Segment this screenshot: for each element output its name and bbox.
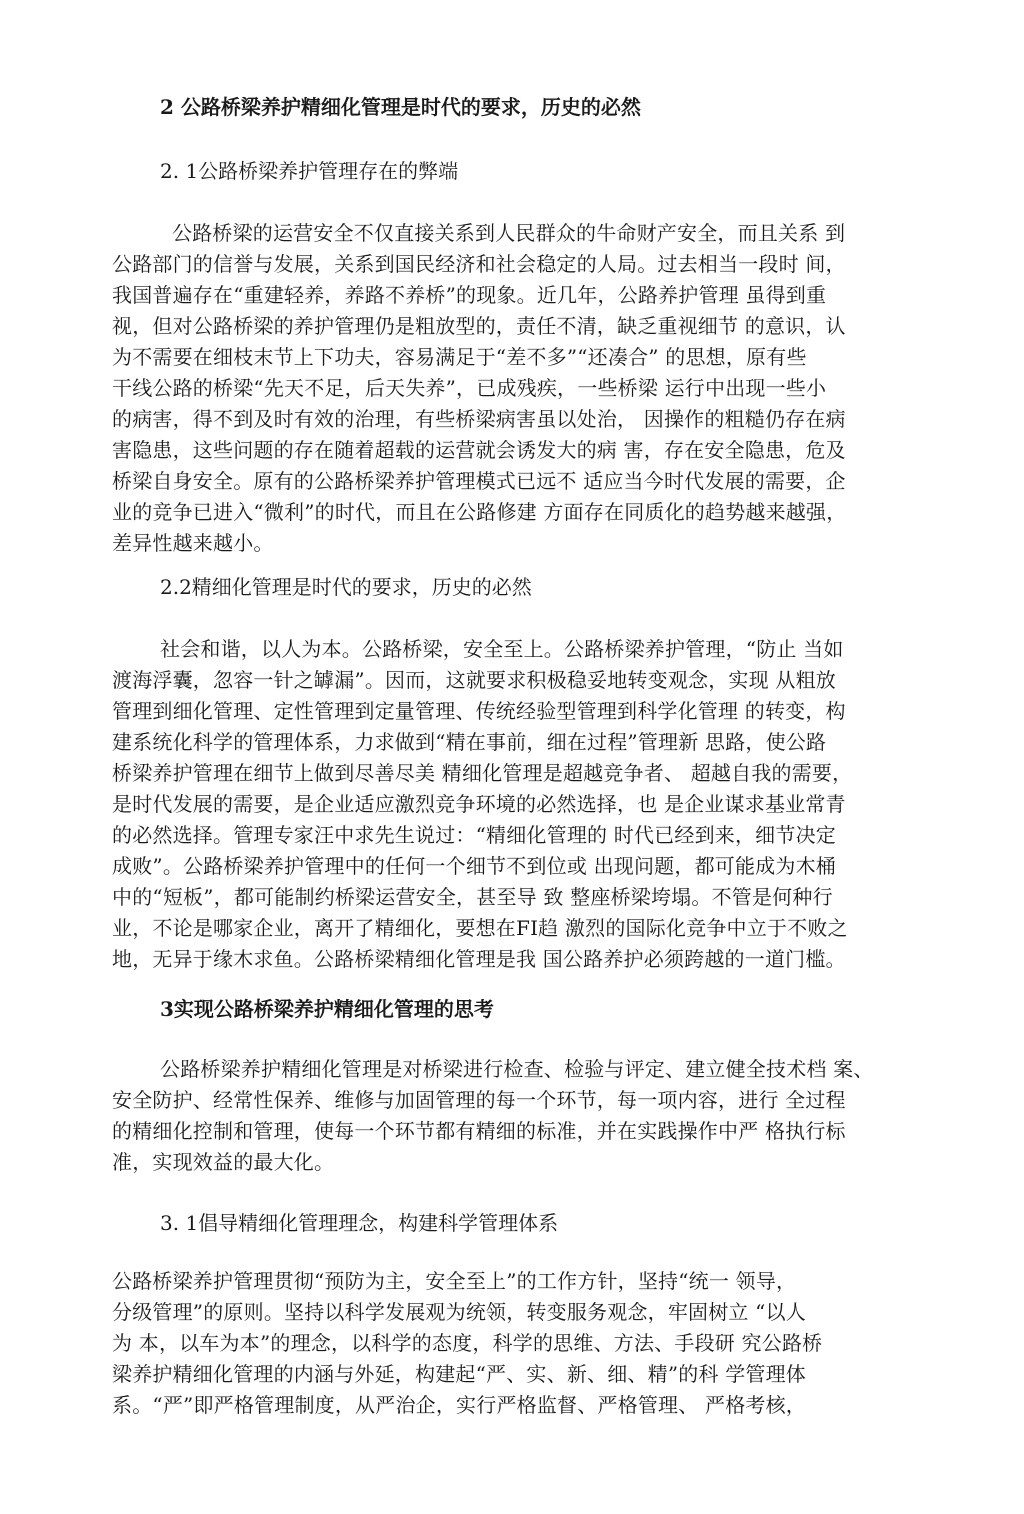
section-3-heading: 3实现公路桥梁养护精细化管理的思考 <box>160 997 494 1021</box>
paragraph-line: 的精细化控制和管理，使每一个环节都有精细的标准，并在实践操作中严 格执行标 <box>112 1119 846 1143</box>
section-3-intro-paragraph <box>112 1054 932 1178</box>
paragraph-line: 差异性越来越小。 <box>112 531 274 555</box>
paragraph-line: 建系统化科学的管理体系，力求做到“精在事前，细在过程”管理新 思路，使公路 <box>112 730 827 754</box>
paragraph-line: 的病害，得不到及时有效的治理，有些桥梁病害虽以处治， 因操作的粗糙仍存在病 <box>112 407 846 431</box>
section-2-1-heading: 2. 1公路桥梁养护管理存在的弊端 <box>160 159 459 183</box>
paragraph-line: 是时代发展的需要，是企业适应激烈竞争环境的必然选择，也 是企业谋求基业常青 <box>112 792 846 816</box>
paragraph-line: 中的“短板”，都可能制约桥梁运营安全，甚至导 致 整座桥梁垮塌。不管是何种行 <box>112 885 833 909</box>
paragraph-line: 分级管理”的原则。坚持以科学发展观为统领，转变服务观念，牢固树立 “以人 <box>112 1300 807 1324</box>
section-3-1-heading: 3. 1倡导精细化管理理念，构建科学管理体系 <box>160 1211 559 1235</box>
paragraph-line: 社会和谐，以人为本。公路桥梁，安全至上。公路桥梁养护管理，“防止 当如 <box>160 637 844 661</box>
section-2-2-paragraph <box>112 634 932 975</box>
paragraph-line: 视，但对公路桥梁的养护管理仍是粗放型的，责任不清，缺乏重视细节 的意识，认 <box>112 314 846 338</box>
section-2-heading: 2 公路桥梁养护精细化管理是时代的要求，历史的必然 <box>160 95 641 119</box>
section-2-1-paragraph <box>112 218 932 559</box>
paragraph-line: 业，不论是哪家企业，离开了精细化，要想在FI趋 激烈的国际化竞争中立于不败之 <box>112 916 848 940</box>
paragraph-line: 的必然选择。管理专家汪中求先生说过：“精细化管理的 时代已经到来，细节决定 <box>112 823 836 847</box>
paragraph-line: 公路桥梁养护精细化管理是对桥梁进行检查、检验与评定、建立健全技术档 案、 <box>160 1057 874 1081</box>
paragraph-line: 桥梁养护管理在细节上做到尽善尽美 精细化管理是超越竞争者、 超越自我的需要， <box>112 761 853 785</box>
paragraph-line: 梁养护精细化管理的内涵与外延，构建起“严、实、新、细、精”的科 学管理体 <box>112 1362 807 1386</box>
paragraph-line: 准，实现效益的最大化。 <box>112 1150 335 1174</box>
paragraph-line: 桥梁自身安全。原有的公路桥梁养护管理模式已远不 适应当今时代发展的需要，企 <box>112 469 846 493</box>
paragraph-line: 渡海浮囊，忽容一针之罅漏”。因而，这就要求积极稳妥地转变观念，实现 从粗放 <box>112 668 836 692</box>
paragraph-line: 安全防护、经常性保养、维修与加固管理的每一个环节，每一项内容，进行 全过程 <box>112 1088 846 1112</box>
paragraph-line: 为 本，以车为本”的理念，以科学的态度，科学的思维、方法、手段研 究公路桥 <box>112 1331 823 1355</box>
paragraph-line: 系。“严”即严格管理制度，从严治企，实行严格监督、严格管理、 严格考核， <box>112 1393 807 1417</box>
paragraph-line: 成败”。公路桥梁养护管理中的任何一个细节不到位或 出现问题，都可能成为木桶 <box>112 854 836 878</box>
paragraph-line: 干线公路的桥梁“先天不足，后天失养”，已成残疾，一些桥梁 运行中出现一些小 <box>112 376 827 400</box>
paragraph-line: 地，无异于缘木求鱼。公路桥梁精细化管理是我 国公路养护必须跨越的一道门槛。 <box>112 947 846 971</box>
paragraph-line: 业的竞争已进入“微利”的时代，而且在公路修建 方面存在同质化的趋势越来越强， <box>112 500 847 524</box>
paragraph-line: 我国普遍存在“重建轻养，养路不养桥”的现象。近几年，公路养护管理 虽得到重 <box>112 283 827 307</box>
section-3-1-paragraph <box>112 1266 932 1421</box>
paragraph-line: 公路部门的信誉与发展，关系到国民经济和社会稳定的人局。过去相当一段时 间， <box>112 252 846 276</box>
paragraph-line: 害隐患，这些问题的存在随着超载的运营就会诱发大的病 害，存在安全隐患，危及 <box>112 438 846 462</box>
paragraph-line: 管理到细化管理、定性管理到定量管理、传统经验型管理到科学化管理 的转变，构 <box>112 699 846 723</box>
paragraph-line: 公路桥梁的运营安全不仅直接关系到人民群众的牛命财产安全，而且关系 到 <box>172 221 846 245</box>
paragraph-line: 为不需要在细枝末节上下功夫，容易满足于“差不多”“还凑合” 的思想，原有些 <box>112 345 807 369</box>
section-2-2-heading: 2.2精细化管理是时代的要求，历史的必然 <box>160 575 532 599</box>
paragraph-line: 公路桥梁养护管理贯彻“预防为主，安全至上”的工作方针，坚持“统一 领导， <box>112 1269 797 1293</box>
